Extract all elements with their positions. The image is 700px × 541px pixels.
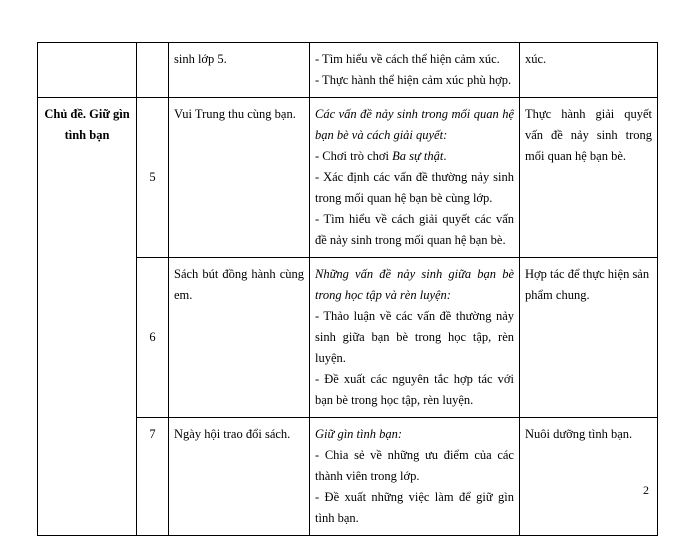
content-heading: Các vấn đề nảy sinh trong mối quan hệ bạn bè và cách giải quyết: <box>315 107 514 142</box>
week-number: 7 <box>149 427 156 441</box>
content-heading: Những vấn đề nảy sinh giữa bạn bè trong học tập và rèn luyện: <box>315 267 514 302</box>
outcome-cell <box>520 43 658 98</box>
lesson-cell <box>169 43 310 98</box>
topic-title: Chủ đề. Giữ gìn tình bạn <box>44 107 130 142</box>
content-item: - Chia sẻ về những ưu điểm của các thành viên trong lớp. <box>315 448 514 483</box>
lesson-cell <box>169 418 310 536</box>
outcome-text: Hợp tác để thực hiện sản phẩm chung. <box>525 267 650 302</box>
content-cell <box>310 98 520 258</box>
week-cell <box>137 258 169 418</box>
outcome-cell <box>520 418 658 536</box>
week-cell <box>137 43 169 98</box>
content-item: - Thực hành thể hiện cảm xúc phù hợp. <box>315 73 512 87</box>
content-game-name: Ba sự thật <box>392 149 444 163</box>
lesson-title: Ngày hội trao đổi sách. <box>174 427 291 441</box>
lesson-title: sinh lớp 5. <box>174 52 227 66</box>
outcome-cell <box>520 98 658 258</box>
lesson-plan-table <box>37 42 658 536</box>
page-number: 2 <box>643 483 649 497</box>
content-heading: Giữ gìn tình bạn: <box>315 427 403 441</box>
lesson-cell <box>169 98 310 258</box>
table-row <box>38 43 658 98</box>
table-row <box>38 98 658 258</box>
content-game-suffix: . <box>443 149 447 163</box>
content-item: - Đề xuất các nguyên tắc hợp tác với bạn bè trong học tập, rèn luyện. <box>315 372 514 407</box>
content-cell <box>310 43 520 98</box>
lesson-cell <box>169 258 310 418</box>
week-cell <box>137 418 169 536</box>
content-item: - Tìm hiểu về cách thể hiện cảm xúc. <box>315 52 500 66</box>
content-item: - Tìm hiểu về cách giải quyết các vấn đề nảy sinh trong mối quan hệ bạn bè. <box>315 212 514 247</box>
outcome-text: xúc. <box>525 52 547 66</box>
week-number: 6 <box>149 330 156 344</box>
content-game-prefix: - Chơi trò chơi <box>315 149 393 163</box>
topic-cell <box>38 98 137 536</box>
content-cell <box>310 418 520 536</box>
content-item: - Thảo luận về các vấn đề thường nảy sinh giữa bạn bè trong học tập, rèn luyện. <box>315 309 514 365</box>
content-item <box>315 146 514 167</box>
lesson-title: Vui Trung thu cùng bạn. <box>174 107 296 121</box>
week-number: 5 <box>149 170 156 184</box>
lesson-title: Sách bút đồng hành cùng em. <box>174 267 304 302</box>
outcome-text: Nuôi dưỡng tình bạn. <box>525 427 633 441</box>
content-item: - Xác định các vấn đề thường nảy sinh trong mối quan hệ bạn bè cùng lớp. <box>315 170 514 205</box>
content-cell <box>310 258 520 418</box>
content-item: - Đề xuất những việc làm để giữ gìn tình bạn. <box>315 490 514 525</box>
outcome-text: Thực hành giải quyết vấn đề nảy sinh trong mối quan hệ bạn bè. <box>525 107 652 163</box>
outcome-cell <box>520 258 658 418</box>
topic-cell <box>38 43 137 98</box>
week-cell <box>137 98 169 258</box>
